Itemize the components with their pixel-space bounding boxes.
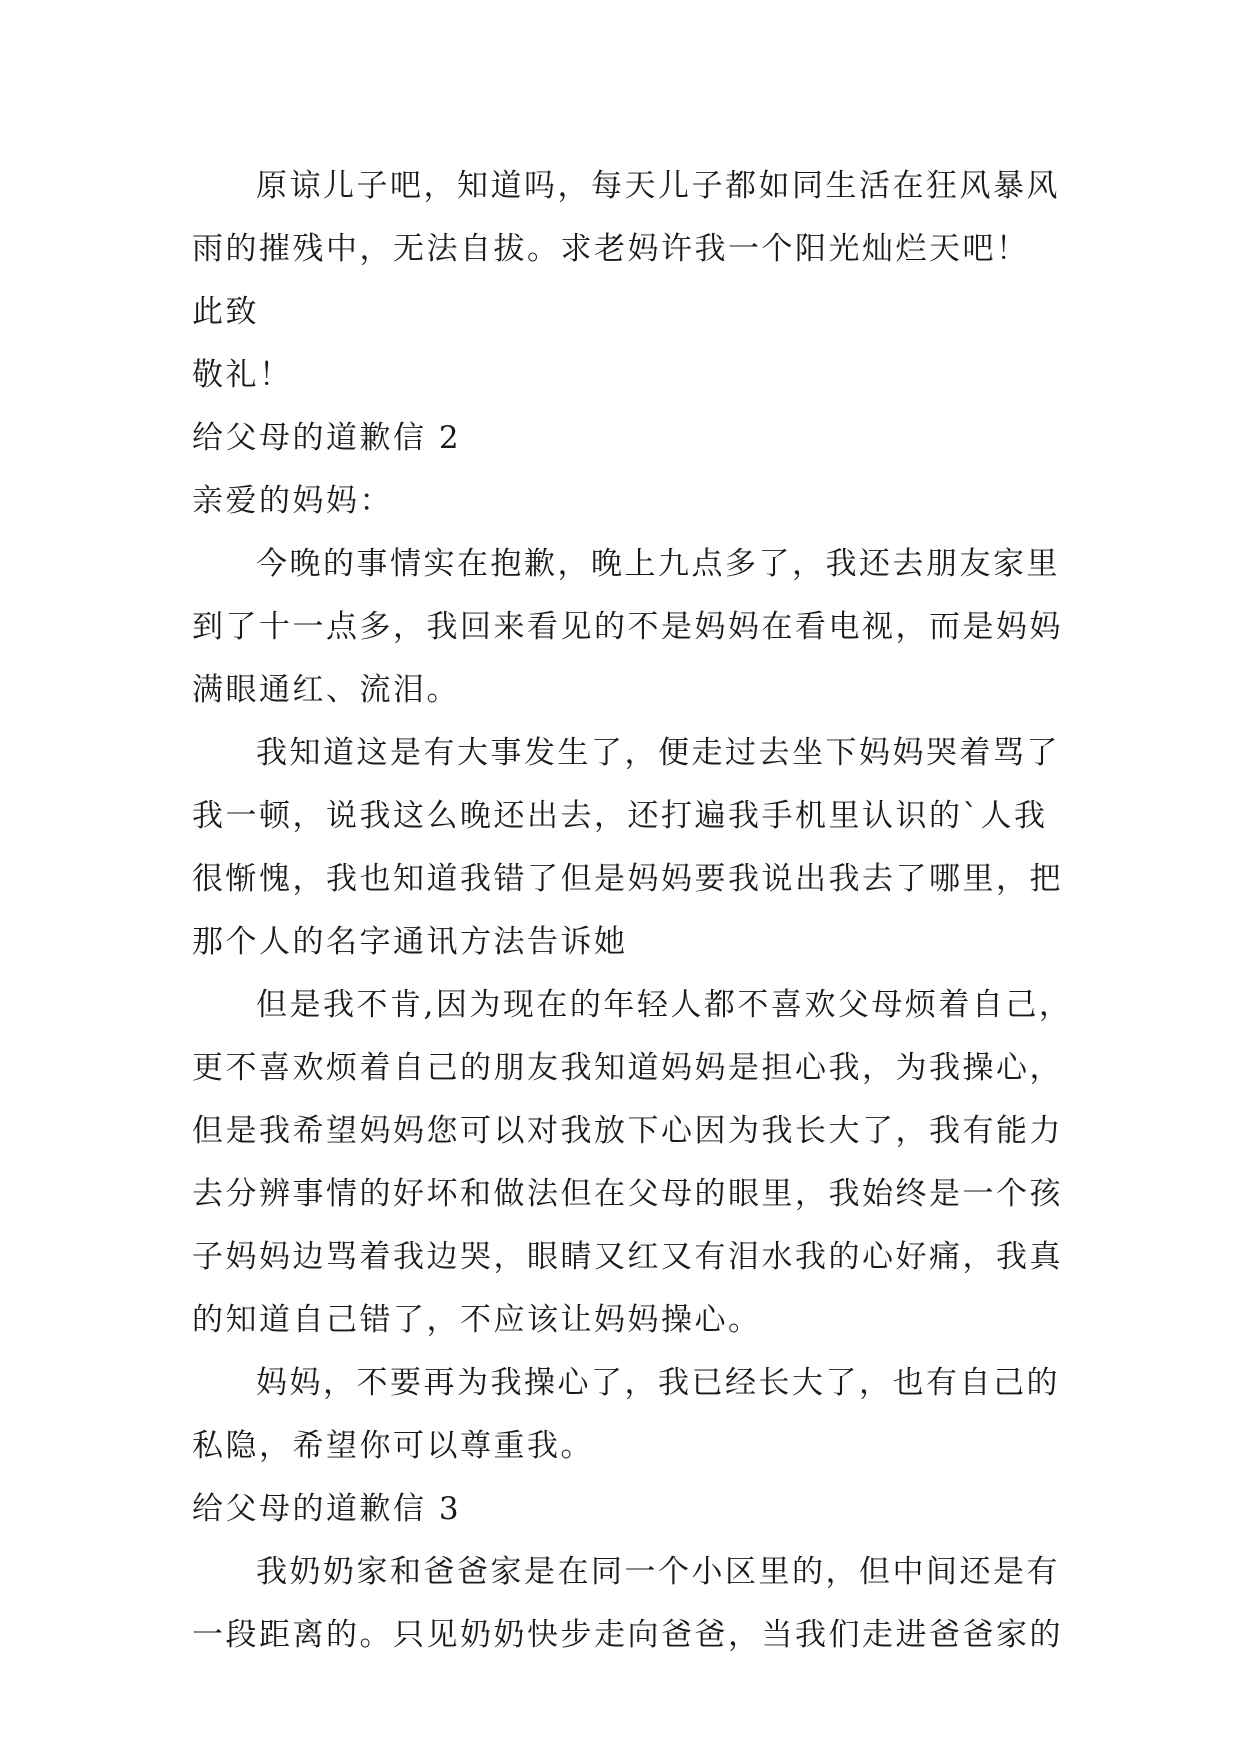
section-title: 给父母的道歉信 3	[192, 1491, 462, 1527]
closing-regards: 敬礼！	[192, 357, 293, 393]
text-line: 一段距离的。只见奶奶快步走向爸爸，当我们走进爸爸家的	[192, 1617, 1063, 1653]
text-line: 雨的摧残中，无法自拔。求老妈许我一个阳光灿烂天吧！	[192, 231, 1030, 267]
text-line: 但是我希望妈妈您可以对我放下心因为我长大了，我有能力	[192, 1113, 1063, 1149]
document-page	[192, 155, 1073, 1667]
greeting: 亲爱的妈妈：	[192, 483, 393, 519]
text-line: 满眼通红、流泪。	[192, 672, 460, 708]
closing-salutation: 此致	[192, 294, 259, 330]
text-line: 妈妈，不要再为我操心了，我已经长大了，也有自己的	[256, 1365, 1060, 1401]
text-line: 原谅儿子吧，知道吗，每天儿子都如同生活在狂风暴风	[256, 168, 1060, 204]
text-line: 更不喜欢烦着自己的朋友我知道妈妈是担心我，为我操心，	[192, 1050, 1063, 1086]
text-line: 我一顿，说我这么晚还出去，还打遍我手机里认识的`人我	[192, 798, 1048, 834]
text-line: 很惭愧，我也知道我错了但是妈妈要我说出我去了哪里，把	[192, 861, 1063, 897]
text-line: 我奶奶家和爸爸家是在同一个小区里的，但中间还是有	[256, 1554, 1060, 1590]
text-line: 的知道自己错了，不应该让妈妈操心。	[192, 1302, 762, 1338]
text-line: 私隐，希望你可以尊重我。	[192, 1428, 594, 1464]
text-line: 子妈妈边骂着我边哭，眼睛又红又有泪水我的心好痛，我真	[192, 1239, 1063, 1275]
section-title: 给父母的道歉信 2	[192, 420, 462, 456]
text-line: 那个人的名字通讯方法告诉她	[192, 924, 628, 960]
text-line: 到了十一点多，我回来看见的不是妈妈在看电视，而是妈妈	[192, 609, 1063, 645]
text-line: 但是我不肯,因为现在的年轻人都不喜欢父母烦着自己，	[256, 987, 1073, 1023]
text-line: 今晚的事情实在抱歉，晚上九点多了，我还去朋友家里	[256, 546, 1060, 582]
text-line: 我知道这是有大事发生了，便走过去坐下妈妈哭着骂了	[256, 735, 1060, 771]
text-line: 去分辨事情的好坏和做法但在父母的眼里，我始终是一个孩	[192, 1176, 1063, 1212]
